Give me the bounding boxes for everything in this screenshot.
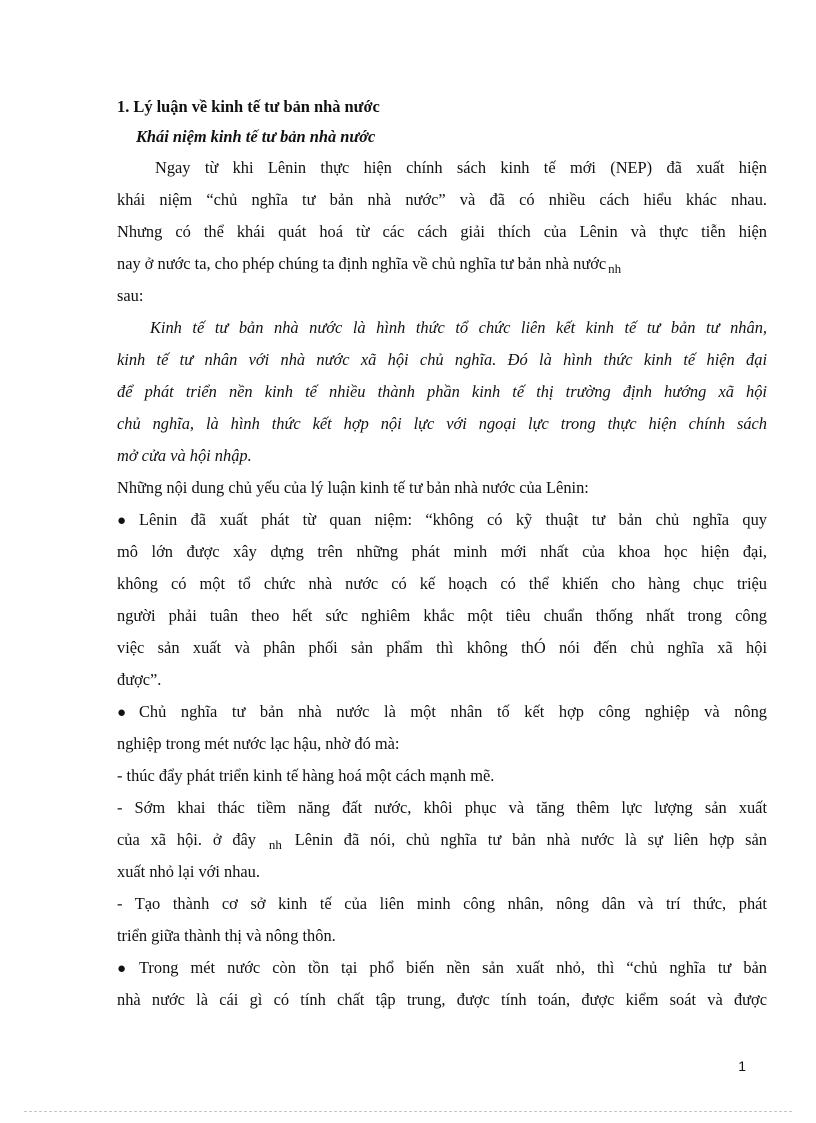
page-number: 1 bbox=[738, 1058, 746, 1074]
text-line: khái niệm “chủ nghĩa tư bản nhà nước” và đã có nhiều cách hiểu khác nhau. bbox=[117, 190, 767, 209]
text-line: kinh tế tư nhân với nhà nước xã hội chủ nghĩa. Đó là hình thức kinh tế hiện đại bbox=[117, 350, 767, 369]
text-line bbox=[117, 952, 767, 984]
text-line: không có một tổ chức nhà nước có kế hoạch có thể khiến cho hàng chục triệu bbox=[117, 574, 767, 593]
text-line: Kinh tế tư bản nhà nước là hình thức tổ chức liên kết kinh tế tư bản tư nhân, bbox=[150, 318, 767, 337]
text-line: triển giữa thành thị và nông thôn. bbox=[117, 926, 336, 945]
stray-mark: nh bbox=[268, 837, 282, 852]
bullet-item-1 bbox=[117, 504, 767, 696]
paragraph-definition bbox=[117, 312, 767, 472]
bullet-icon: ● bbox=[117, 961, 127, 977]
text-line: được”. bbox=[117, 670, 162, 689]
text-line bbox=[117, 248, 767, 280]
text-line: mở cửa và hội nhập. bbox=[117, 446, 252, 465]
text-line: Ngay từ khi Lênin thực hiện chính sách kinh tế mới (NEP) đã xuất hiện bbox=[155, 158, 767, 177]
text-line: Nhưng có thể khái quát hoá từ các cách giải thích của Lênin và thực tiễn hiện bbox=[117, 222, 767, 241]
text-line: nghiệp trong mét nước lạc hậu, nhờ đó mà: bbox=[117, 734, 400, 753]
dash-item-2 bbox=[117, 792, 767, 888]
text-line: để phát triển nền kinh tế nhiều thành phần kinh tế thị trường định hướng xã hội bbox=[117, 382, 767, 401]
page-break-divider bbox=[24, 1111, 792, 1112]
text-fragment: của xã hội. ở đây bbox=[117, 830, 256, 849]
text-line: - Sớm khai thác tiềm năng đất nước, khôi phục và tăng thêm lực lượng sản xuất bbox=[117, 798, 767, 817]
bullet-item-3 bbox=[117, 952, 767, 1016]
text-line: người phải tuân theo hết sức nghiêm khắc một tiêu chuẩn thống nhất trong công bbox=[117, 606, 767, 625]
page-content bbox=[117, 92, 767, 1016]
text-line: - Tạo thành cơ sở kinh tế của liên minh công nhân, nông dân và trí thức, phát bbox=[117, 894, 767, 913]
text-fragment: Trong mét nước còn tồn tại phổ biến nền sản xuất nhỏ, thì “chủ nghĩa tư bản bbox=[139, 958, 767, 977]
text-line bbox=[117, 824, 767, 856]
text-fragment: nay ở nước ta, cho phép chúng ta định nghĩa về chủ nghĩa tư bản nhà nước bbox=[117, 254, 607, 273]
text-line: việc sản xuất và phân phối sản phẩm thì không thÓ nói đến chủ nghĩa xã hội bbox=[117, 638, 767, 657]
bullet-item-2 bbox=[117, 696, 767, 760]
text-line bbox=[117, 504, 767, 536]
text-fragment: Lênin đã xuất phát từ quan niệm: “không có kỹ thuật tư bản chủ nghĩa quy bbox=[139, 510, 767, 529]
text-fragment: Chủ nghĩa tư bản nhà nước là một nhân tố kết hợp công nghiệp và nông bbox=[139, 702, 767, 721]
text-line: nhà nước là cái gì có tính chất tập trung, được tính toán, được kiểm soát và được bbox=[117, 990, 767, 1009]
paragraph-lead: Những nội dung chủ yếu của lý luận kinh tế tư bản nhà nước của Lênin: bbox=[117, 478, 589, 497]
text-line: sau: bbox=[117, 286, 144, 305]
text-fragment: Lênin đã nói, chủ nghĩa tư bản nhà nước là sự liên hợp sản bbox=[294, 830, 767, 849]
bullet-icon: ● bbox=[117, 705, 127, 721]
stray-mark: nh bbox=[608, 261, 622, 276]
dash-item-3 bbox=[117, 888, 767, 952]
text-line: chủ nghĩa, là hình thức kết hợp nội lực với ngoại lực trong thực hiện chính sách bbox=[117, 414, 767, 433]
bullet-icon: ● bbox=[117, 513, 127, 529]
text-line: mô lớn được xây dựng trên những phát minh mới nhất của khoa học hiện đại, bbox=[117, 542, 767, 561]
dash-item-1: - thúc đẩy phát triển kinh tế hàng hoá một cách mạnh mẽ. bbox=[117, 766, 495, 785]
section-subheading: Khái niệm kinh tế tư bản nhà nước bbox=[136, 127, 376, 146]
text-line: xuất nhỏ lại với nhau. bbox=[117, 862, 260, 881]
paragraph-intro bbox=[117, 152, 767, 312]
text-line bbox=[117, 696, 767, 728]
section-heading: 1. Lý luận về kinh tế tư bản nhà nước bbox=[117, 97, 380, 116]
